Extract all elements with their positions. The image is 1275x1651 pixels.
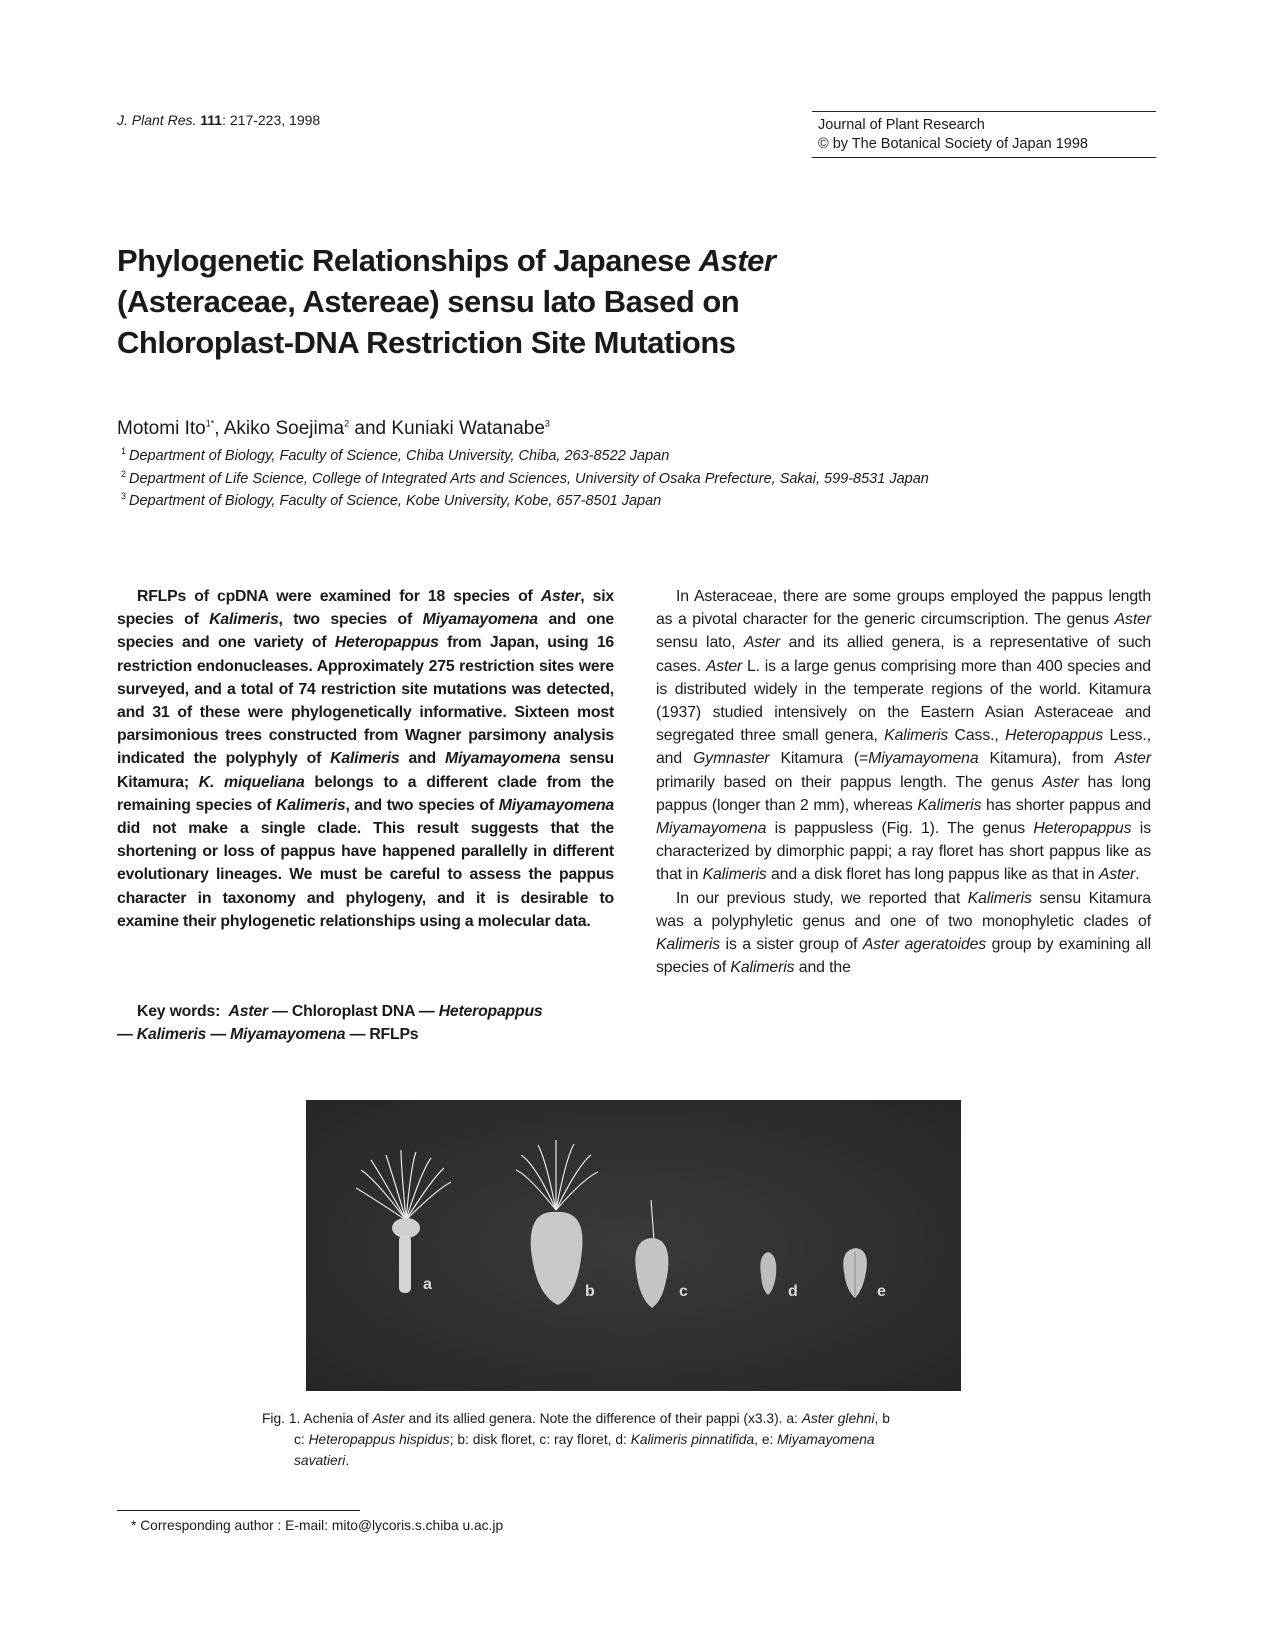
achene-b [516,1140,598,1305]
author-3-sup: 3 [544,418,550,429]
figure-label-b: b [585,1283,595,1300]
author-2-sup: 2 [344,418,350,429]
copyright: © by The Botanical Society of Japan 1998 [818,136,1088,152]
figure-label-e: e [877,1283,886,1300]
title-line1: Phylogenetic Relationships of Japanese [117,243,699,278]
achene-a [356,1150,451,1293]
affiliation-1-num: 1 [121,446,127,456]
journal-name: Journal of Plant Research [818,117,985,133]
intro-paragraph-2: In our previous study, we reported that Kalimeris sensu Kitamura was a polyphyletic genus and one of two monophyletic clades of Kalimeris is a sister group of Aster ageratoides group by examining all species of Kalimeris and the [656,889,1151,977]
footnote: * Corresponding author : E-mail: mito@lycoris.s.chiba u.ac.jp [131,1518,504,1533]
figure-label-c: c [679,1283,688,1300]
abstract [117,585,614,933]
intro-paragraph-1: In Asteraceae, there are some groups employed the pappus length as a pivotal character for the generic circumscription. The genus Aster sensu lato, Aster and its allied genera, is a representative of such cases. Aster L. is a large genus comprising more than 400 species and is distributed widely in the temperate regions of the world. Kitamura (1937) studied intensively on the Eastern Asian Asteraceae and segregated three small genera, Kalimeris Cass., Heteropappus Less., and Gymnaster Kitamura (=Miyamayomena Kitamura), from Aster primarily based on their pappus length. The genus Aster has long pappus (longer than 2 mm), whereas Kalimeris has shorter pappus and Miyamayomena is pappusless (Fig. 1). The genus Heteropappus is characterized by dimorphic pappi; a ray floret has short pappus like as that in Kalimeris and a disk floret has long pappus like as that in Aster. [656,588,1152,884]
abstract-paragraph: RFLPs of cpDNA were examined for 18 species of Aster, six species of Kalimeris, two species of Miyamayomena and one species and one variety of Heteropappus from Japan, using 16 restriction endonucleases. Approximately 275 restriction sites were surveyed, and a total of 74 restriction site mutations was detected, and 31 of these were phylogenetically informative. Sixteen most parsimonious trees constructed from Wagner parsimony analysis indicated the polyphyly of Kalimeris and Miyamayomena sensu Kitamura; K. miqueliana belongs to a different clade from the remaining species of Kalimeris, and two species of Miyamayomena did not make a single clade. This result suggests that the shortening or loss of pappus have happened parallelly in different evolutionary lineages. We must be careful to assess the pappus character in taxonomy and phylogeny, and it is desirable to examine their phylogenetic relationships using a molecular data. [117,588,615,930]
title-line1-italic: Aster [698,243,776,278]
figure-label-d: d [788,1283,798,1300]
achenia-illustration [306,1100,961,1391]
affiliation-1-text: Department of Biology, Faculty of Science, Chiba University, Chiba, 263-8522 Japan [129,447,670,464]
achene-c [635,1200,668,1308]
keywords-line1: Key words: Aster — Chloroplast DNA — Heteropappus [137,1003,543,1020]
citation-pages: : 217-223, 1998 [222,112,321,128]
title-line2: (Asteraceae, Astereae) sensu lato Based on [117,284,740,319]
keywords-label: Key words: [137,1003,221,1020]
introduction [656,585,1151,979]
title-line3: Chloroplast-DNA Restriction Site Mutations [117,325,736,360]
affiliation-3-text: Department of Biology, Faculty of Science, Kobe University, Kobe, 657-8501 Japan [129,492,662,509]
author-1: Motomi Ito [117,418,206,439]
paper-title [117,240,877,363]
journal-box [812,111,1156,158]
affiliation-3-num: 3 [121,491,127,501]
authors [117,418,550,440]
caption-line1: Fig. 1. Achenia of Aster and its allied genera. Note the difference of their pappi (x3.3). a: Aster glehni, b [262,1411,890,1426]
citation [117,112,320,128]
affiliation-2-text: Department of Life Science, College of Integrated Arts and Sciences, University of Osaka Prefecture, Sakai, 599-8531 Japan [129,470,929,487]
affiliation-3 [121,491,661,509]
keywords-line2: — Kalimeris — Miyamayomena — RFLPs [117,1026,419,1044]
citation-volume: 111 [200,112,223,128]
figure-1-photo [306,1100,961,1391]
affiliation-1 [121,446,669,464]
author-1-sup: 1* [205,418,215,429]
figure-label-a: a [423,1276,432,1293]
keywords [117,1000,614,1046]
affiliation-2 [121,469,929,487]
author-sep-1: , Akiko Soejima [214,418,345,439]
author-sep-2: and Kuniaki Watanabe [349,418,545,439]
affiliation-2-num: 2 [121,469,127,479]
achene-d [760,1252,776,1295]
caption-line3: savatieri. [294,1453,350,1468]
caption-line2: c: Heteropappus hispidus; b: disk floret, c: ray floret, d: Kalimeris pinnatifida, e: Miyamayomena [294,1432,875,1447]
footnote-rule [117,1510,360,1511]
figure-caption [262,1408,1002,1471]
citation-journal: J. Plant Res. [117,112,197,128]
achene-e [843,1248,867,1298]
